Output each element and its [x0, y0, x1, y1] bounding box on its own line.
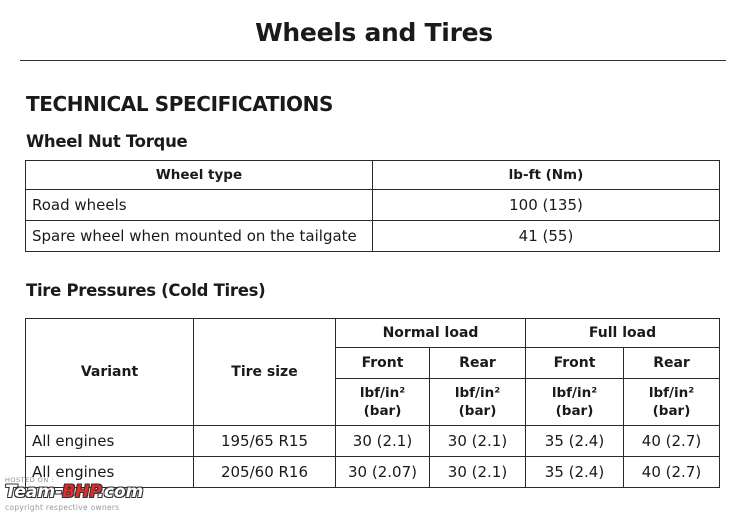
pressure-cell: 30 (2.1) [336, 426, 430, 457]
column-header-wheel-type: Wheel type [26, 161, 373, 190]
pressure-cell: 30 (2.1) [430, 426, 526, 457]
tire-size-cell: 205/60 R16 [194, 457, 336, 488]
pressure-cell: 40 (2.7) [624, 457, 720, 488]
watermark-logo-brand: BHP [62, 482, 98, 502]
variant-cell: All engines [26, 457, 194, 488]
watermark-hosted-label: HOSTED ON : [5, 476, 55, 484]
pressure-cell: 30 (2.07) [336, 457, 430, 488]
watermark-logo [5, 482, 143, 502]
pressure-cell: 35 (2.4) [526, 457, 624, 488]
wheel-type-cell: Spare wheel when mounted on the tailgate [26, 221, 373, 252]
variant-cell: All engines [26, 426, 194, 457]
table-header-row [26, 161, 720, 190]
unit-header: lbf/in² (bar) [624, 379, 720, 426]
unit-header: lbf/in² (bar) [336, 379, 430, 426]
column-header-normal-front: Front [336, 348, 430, 379]
column-header-normal-rear: Rear [430, 348, 526, 379]
tire-pressures-table [25, 318, 720, 488]
table-row [26, 190, 720, 221]
column-header-full-rear: Rear [624, 348, 720, 379]
unit-header: lbf/in² (bar) [526, 379, 624, 426]
column-header-full-front: Front [526, 348, 624, 379]
title-divider [20, 60, 726, 61]
pressure-cell: 30 (2.1) [430, 457, 526, 488]
section-heading: TECHNICAL SPECIFICATIONS [26, 92, 333, 116]
tire-size-cell: 195/65 R15 [194, 426, 336, 457]
pressure-cell: 35 (2.4) [526, 426, 624, 457]
column-header-tire-size: Tire size [194, 319, 336, 426]
pressure-cell: 40 (2.7) [624, 426, 720, 457]
wheel-nut-torque-heading: Wheel Nut Torque [26, 132, 188, 151]
column-header-variant: Variant [26, 319, 194, 426]
table-row [26, 221, 720, 252]
watermark-logo-suffix: .com [97, 482, 144, 502]
tire-pressures-heading: Tire Pressures (Cold Tires) [26, 281, 266, 300]
watermark-logo-prefix: Team- [5, 482, 63, 502]
column-header-torque: lb-ft (Nm) [373, 161, 720, 190]
torque-value-cell: 41 (55) [373, 221, 720, 252]
wheel-type-cell: Road wheels [26, 190, 373, 221]
torque-value-cell: 100 (135) [373, 190, 720, 221]
watermark [3, 476, 203, 513]
wheel-nut-torque-table [25, 160, 720, 252]
column-group-normal-load: Normal load [336, 319, 526, 348]
table-row [26, 426, 720, 457]
table-header-row [26, 319, 720, 348]
watermark-copyright: copyright respective owners [5, 503, 120, 512]
unit-header: lbf/in² (bar) [430, 379, 526, 426]
page-title: Wheels and Tires [255, 18, 493, 47]
column-group-full-load: Full load [526, 319, 720, 348]
